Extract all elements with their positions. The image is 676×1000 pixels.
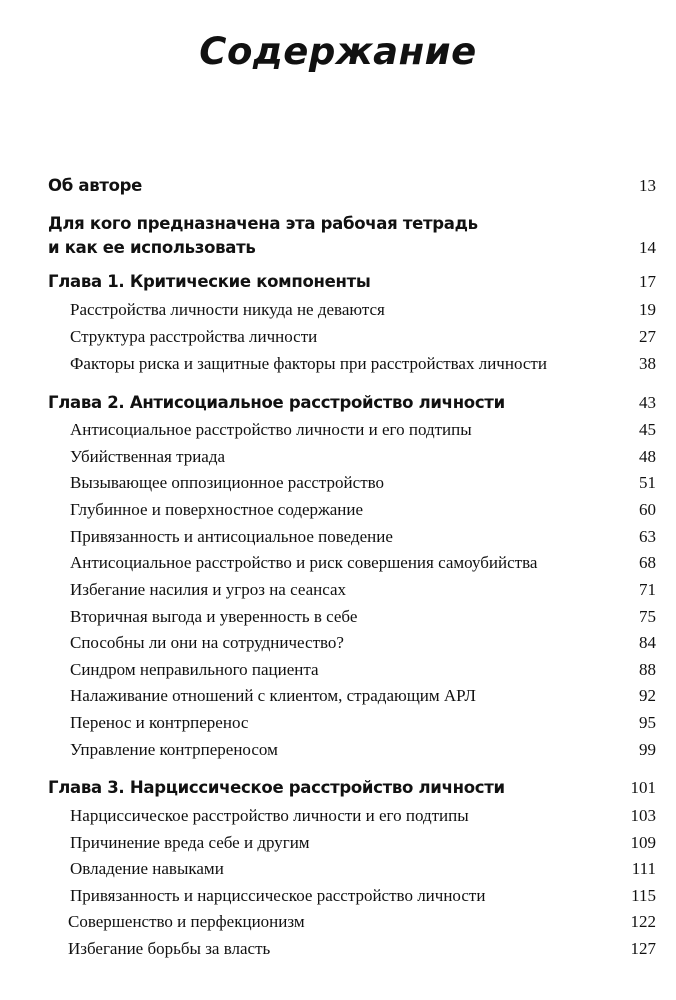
toc-section-label: Избегание насилия и угроз на сеансах (70, 580, 347, 599)
toc-section (70, 859, 656, 879)
toc-section-label: Глубинное и поверхностное содержание (70, 500, 364, 519)
toc-section (70, 473, 656, 493)
toc-entry-label-line1: Для кого предназначена эта рабочая тетрадь (48, 214, 478, 233)
toc-page-number: 71 (639, 580, 656, 599)
toc-page-number: 92 (639, 686, 656, 705)
toc-page-number: 45 (639, 420, 656, 439)
toc-page-number: 109 (630, 833, 656, 852)
toc-entry-for-whom (48, 212, 656, 260)
toc-section (70, 527, 656, 547)
toc-page-number: 13 (639, 176, 656, 195)
toc-section-label: Управление контрпереносом (70, 740, 278, 759)
toc-section-label: Избегание борьбы за власть (68, 939, 271, 958)
toc-section (70, 580, 656, 600)
toc-page-number: 48 (639, 447, 656, 466)
toc-section (70, 833, 656, 853)
toc-page-number: 43 (639, 393, 656, 412)
toc-page-number: 127 (630, 939, 656, 958)
toc-page-number: 111 (631, 859, 656, 878)
toc-section (70, 420, 656, 440)
toc-page-number: 14 (639, 238, 656, 257)
toc-section (70, 633, 656, 653)
toc-section (70, 327, 656, 347)
toc-section (70, 500, 656, 520)
toc-section (70, 300, 656, 320)
toc-page-number: 75 (639, 607, 656, 626)
toc-section-label: Синдром неправильного пациента (70, 660, 319, 679)
toc-section-label: Налаживание отношений с клиентом, страдающим АРЛ (70, 686, 476, 705)
toc-section-label: Вызывающее оппозиционное расстройство (70, 473, 385, 492)
toc-section-label: Овладение навыками (70, 859, 224, 878)
toc-section-label: Привязанность и нарциссическое расстройство личности (70, 886, 486, 905)
toc-page-number: 51 (639, 473, 656, 492)
toc-chapter-1 (48, 272, 656, 292)
toc-chapter-2 (48, 393, 656, 413)
toc-entry-label: Об авторе (48, 176, 143, 195)
toc-page-number: 103 (630, 806, 656, 825)
toc-section (70, 740, 656, 760)
toc-section (68, 939, 656, 959)
toc-section (68, 912, 656, 932)
toc-page-number: 60 (639, 500, 656, 519)
toc-section-label: Расстройства личности никуда не деваются (70, 300, 385, 319)
toc-page-number: 88 (639, 660, 656, 679)
toc-page-number: 84 (639, 633, 656, 652)
toc-chapter-label: Глава 2. Антисоциальное расстройство личности (48, 393, 505, 412)
toc-page-number: 99 (639, 740, 656, 759)
toc-page-number: 68 (639, 553, 656, 572)
toc-section (70, 660, 656, 680)
toc-entry-label-line2: и как ее использовать (48, 238, 256, 257)
toc-section (70, 886, 656, 906)
toc-section-label: Способны ли они на сотрудничество? (70, 633, 344, 652)
toc-chapter-label: Глава 1. Критические компоненты (48, 272, 371, 291)
page-title: Содержание (199, 30, 477, 73)
toc-section (70, 354, 656, 374)
toc-section (70, 607, 656, 627)
toc-section-label: Вторичная выгода и уверенность в себе (70, 607, 358, 626)
toc-section-label: Антисоциальное расстройство личности и его подтипы (70, 420, 472, 439)
toc-page-number: 27 (639, 327, 656, 346)
toc-section (70, 553, 656, 573)
toc-page-number: 115 (631, 886, 656, 905)
toc-section-label: Антисоциальное расстройство и риск совершения самоубийства (70, 553, 538, 572)
toc-section-label: Структура расстройства личности (70, 327, 318, 346)
toc-chapter-label: Глава 3. Нарциссическое расстройство личности (48, 778, 505, 797)
toc-page-number: 122 (630, 912, 656, 931)
toc-section-label: Привязанность и антисоциальное поведение (70, 527, 393, 546)
toc-chapter-3 (48, 778, 656, 798)
toc-section-label: Совершенство и перфекционизм (68, 912, 305, 931)
toc-section-label: Убийственная триада (70, 447, 226, 466)
toc-section (70, 447, 656, 467)
toc-section-label: Нарциссическое расстройство личности и его подтипы (70, 806, 469, 825)
toc-section (70, 686, 656, 706)
toc-page-number: 38 (639, 354, 656, 373)
toc-section (70, 713, 656, 733)
toc-section-label: Факторы риска и защитные факторы при расстройствах личности (70, 354, 547, 373)
toc-page-number: 63 (639, 527, 656, 546)
toc-section-label: Перенос и контрперенос (70, 713, 249, 732)
toc-page-number: 95 (639, 713, 656, 732)
toc-section-label: Причинение вреда себе и другим (70, 833, 310, 852)
toc-page-number: 17 (639, 272, 656, 291)
toc-entry-about (48, 176, 656, 196)
toc-section (70, 806, 656, 826)
toc-page-number: 19 (639, 300, 656, 319)
toc-page-number: 101 (630, 778, 656, 797)
